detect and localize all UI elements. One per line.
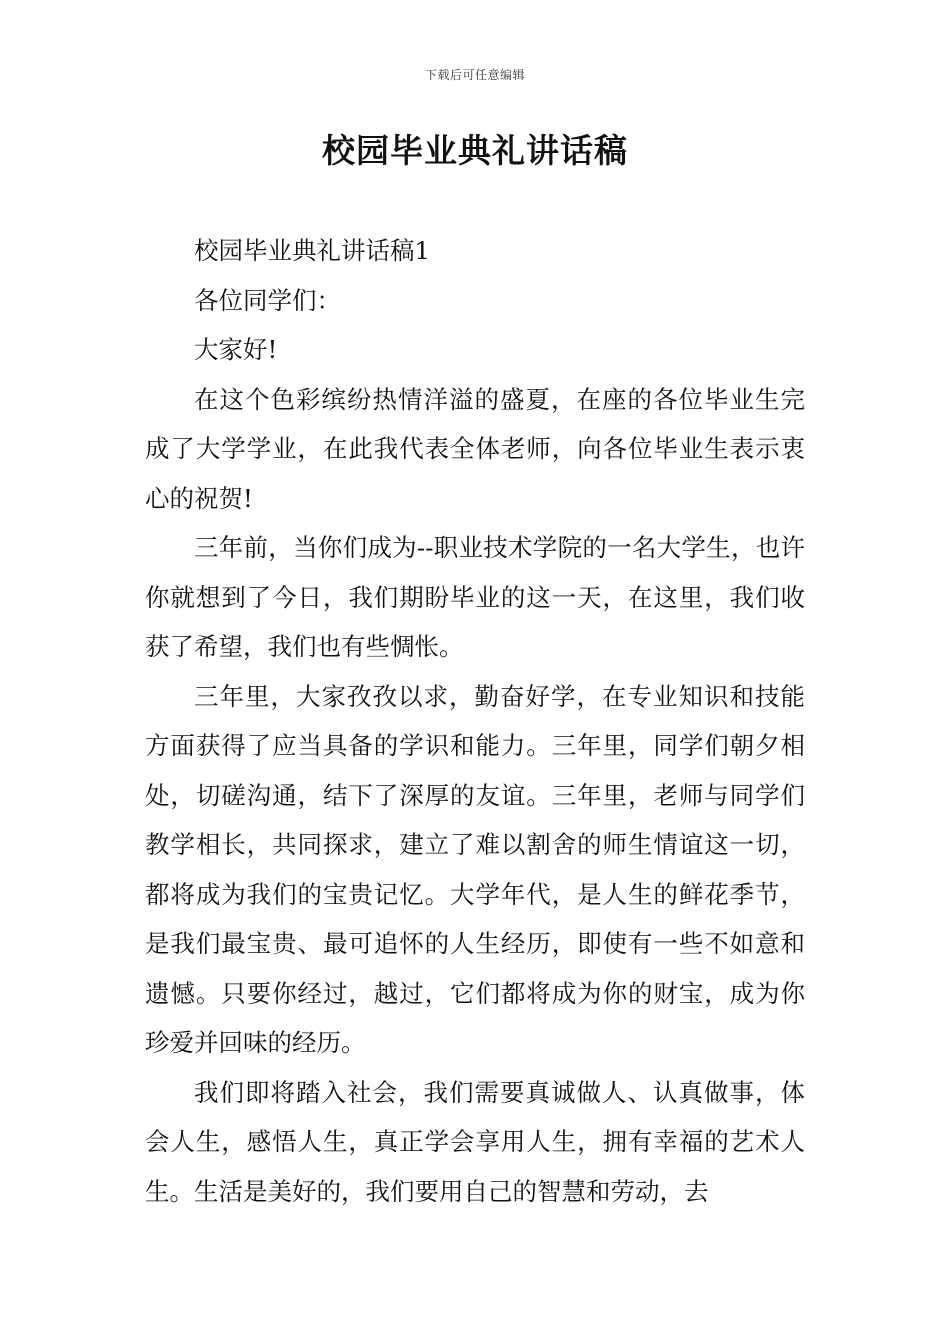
paragraph-subtitle: 校园毕业典礼讲话稿1 [194,236,431,265]
paragraph: 在这个色彩缤纷热情洋溢的盛夏，在座的各位毕业生完成了大学学业，在此我代表全体老师，向各位毕业生表示衷心的祝贺! [145,384,805,513]
header-note: 下载后可任意编辑 [424,68,525,82]
document-title: 校园毕业典礼讲话稿 [322,131,628,170]
paragraph: 三年里，大家孜孜以求，勤奋好学，在专业知识和技能方面获得了应当具备的学识和能力。三年里，同学们朝夕相处，切磋沟通，结下了深厚的友谊。三年里，老师与同学们教学相长，共同探求，建立了难以割舍的师生情谊这一切，都将成为我们的宝贵记忆。大学年代，是人生的鲜花季节，是我们最宝贵、最可追怀的人生经历，即使有一些不如意和遗憾。只要你经过，越过，它们都将成为你的财宝，成为你珍爱并回味的经历。 [145,681,805,1057]
paragraph: 我们即将踏入社会，我们需要真诚做人、认真做事，体会人生，感悟人生，真正学会享用人生，拥有幸福的艺术人生。生活是美好的，我们要用自己的智慧和劳动，去 [145,1077,805,1206]
document-body [145,226,805,1216]
paragraph-salutation: 各位同学们： [194,285,341,315]
paragraph-greeting: 大家好! [194,335,278,364]
paragraph: 三年前，当你们成为--职业技术学院的一名大学生，也许你就想到了今日，我们期盼毕业的这一天，在这里，我们收获了希望，我们也有些惆怅。 [145,533,805,661]
